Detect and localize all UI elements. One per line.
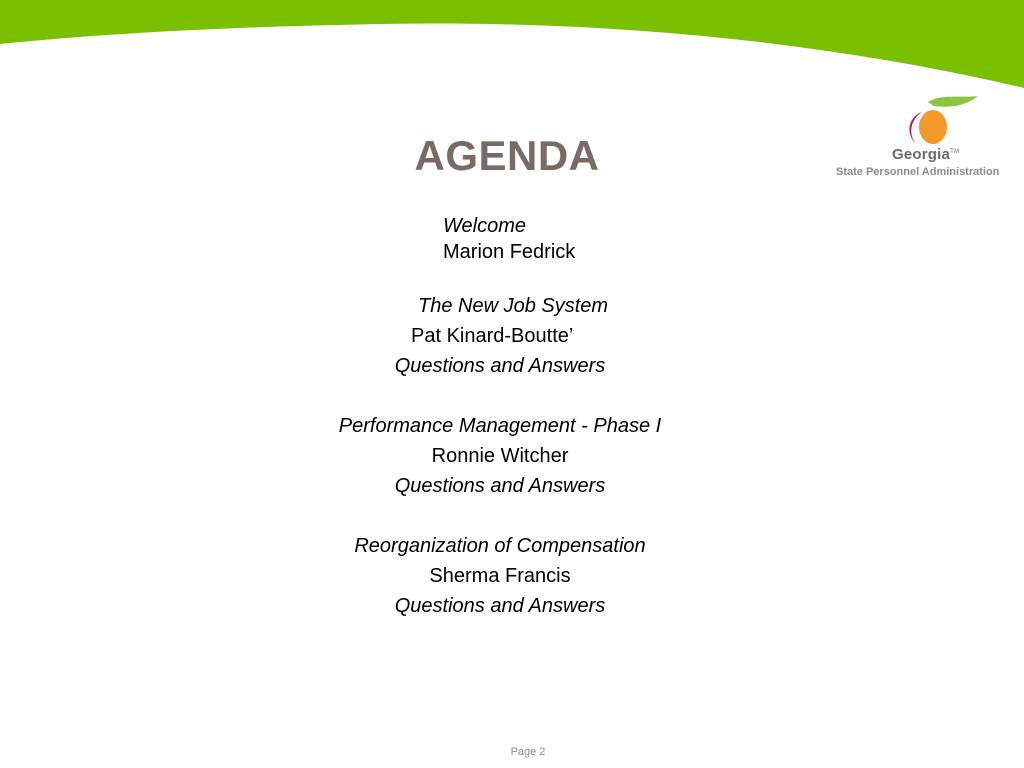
agenda-topic-job-system: The New Job System: [418, 295, 609, 317]
agenda-speaker-welcome: Marion Fedrick: [443, 241, 576, 263]
agenda-qa-compensation: Questions and Answers: [394, 595, 606, 617]
green-wave-banner: [0, 0, 1024, 100]
agenda-speaker-job-system: Pat Kinard-Boutte’: [411, 325, 574, 347]
agenda-topic-compensation: Reorganization of Compensation: [354, 535, 646, 557]
agenda-qa-performance: Questions and Answers: [394, 475, 606, 497]
agenda-speaker-performance: Ronnie Witcher: [431, 445, 569, 467]
agenda-qa-job-system: Questions and Answers: [394, 355, 606, 377]
logo-subtitle: State Personnel Administration: [836, 166, 1000, 178]
slide-title: AGENDA: [414, 132, 600, 179]
logo-wordmark: Georgia™: [892, 146, 960, 163]
agenda-topic-welcome: Welcome: [443, 215, 526, 237]
agenda-topic-performance: Performance Management - Phase I: [338, 415, 662, 437]
agenda-speaker-compensation: Sherma Francis: [429, 565, 571, 587]
page-number: Page 2: [510, 746, 546, 758]
